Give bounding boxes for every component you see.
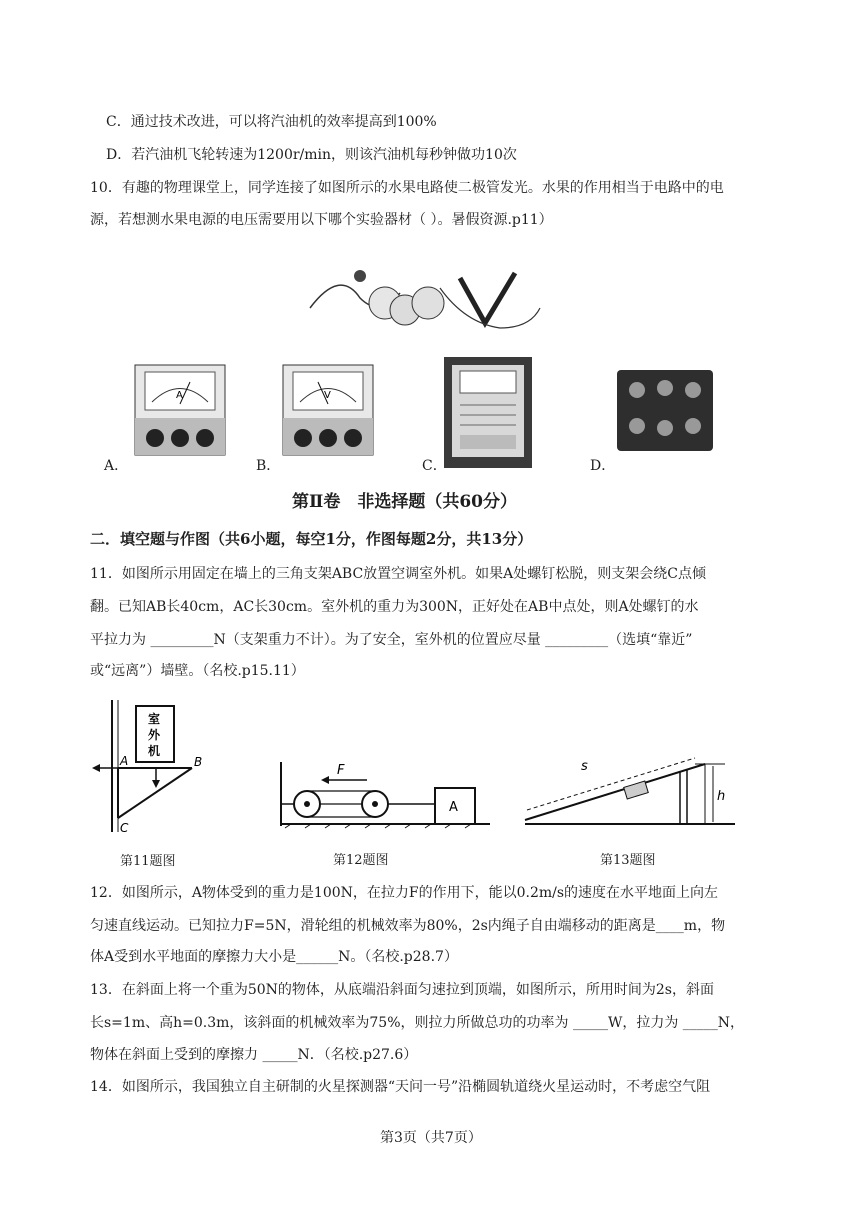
- q11-line-4: 或“远离”）墙壁。（名校.p15.11）: [90, 663, 305, 679]
- q12-line-1: 12．如图所示，A物体受到的重力是100N，在拉力F的作用下，能以0.2m/s的速度在水平地面上向左: [90, 885, 719, 901]
- fruit-circuit-figure: [300, 248, 550, 338]
- point-c: C: [120, 821, 129, 835]
- voltmeter-image: [278, 360, 378, 460]
- section-title: 第Ⅱ卷 非选择题（共60分）: [292, 492, 517, 512]
- figure-12-caption: 第12题图: [333, 853, 389, 868]
- block-a-label: A: [449, 800, 458, 815]
- q13-line-3: 物体在斜面上受到的摩擦力 _____N．（名校.p27.6）: [90, 1047, 418, 1063]
- figure-13: [515, 740, 740, 832]
- resistance-box-image: [615, 368, 715, 453]
- unit-label-3: 机: [148, 744, 161, 758]
- point-a: A: [120, 754, 129, 768]
- figure-11-caption: 第11题图: [120, 854, 176, 869]
- q14-line-1: 14．如图所示，我国独立自主研制的火星探测器“天问一号”沿椭圆轨道绕火星运动时，不考虑空气阻: [90, 1079, 711, 1095]
- q12-line-2: 匀速直线运动。已知拉力F=5N，滑轮组的机械效率为80%，2s内绳子自由端移动的距离是____m，物: [90, 918, 726, 934]
- q10-line-2: 源，若想测水果电源的电压需要用以下哪个实验器材（ ）。暑假资源.p11）: [90, 212, 553, 228]
- ammeter-letter: A: [176, 390, 183, 401]
- point-b: B: [194, 755, 203, 769]
- unit-label-1: 室: [148, 712, 161, 726]
- figure-11: [92, 700, 212, 835]
- q10-line-1: 10．有趣的物理课堂上，同学连接了如图所示的水果电路使二极管发光。水果的作用相当于电路中的电: [90, 180, 724, 196]
- q9-option-c: C．通过技术改进，可以将汽油机的效率提高到100%: [106, 114, 437, 130]
- voltmeter-letter: V: [324, 390, 331, 401]
- option-c-label: C．: [422, 458, 447, 474]
- page-footer: 第3页（共7页）: [380, 1130, 482, 1146]
- height-label: h: [717, 789, 726, 804]
- option-b-label: B．: [256, 458, 281, 474]
- length-label: s: [581, 759, 588, 774]
- ammeter-image: [130, 360, 230, 460]
- option-a-label: A．: [104, 458, 129, 474]
- q11-line-3: 平拉力为 _________N（支架重力不计）。为了安全，室外机的位置应尽量 _________（选填“靠近”: [90, 632, 693, 648]
- q13-line-1: 13．在斜面上将一个重为50N的物体，从底端沿斜面匀速拉到顶端，如图所示，所用时间为2s，斜面: [90, 982, 714, 998]
- q11-line-1: 11．如图所示用固定在墙上的三角支架ABC放置空调室外机。如果A处螺钉松脱，则支架会绕C点倾: [90, 566, 707, 582]
- option-d-label: D．: [590, 458, 616, 474]
- figure-13-caption: 第13题图: [600, 853, 656, 868]
- part2-heading: 二．填空题与作图（共6小题，每空1分，作图每题2分，共13分）: [90, 530, 533, 548]
- q11-line-2: 翻。已知AB长40cm，AC长30cm。室外机的重力为300N，正好处在AB中点处，则A处螺钉的水: [90, 599, 699, 615]
- q9-option-d: D．若汽油机飞轮转速为1200r/min，则该汽油机每秒钟做功10次: [106, 147, 517, 163]
- q12-line-3: 体A受到水平地面的摩擦力大小是______N。（名校.p28.7）: [90, 949, 458, 965]
- figure-12: [275, 760, 495, 832]
- energy-meter-image: [442, 355, 534, 470]
- unit-label-2: 外: [148, 728, 161, 742]
- force-label: F: [337, 763, 345, 778]
- q13-line-2: 长s=1m、高h=0.3m，该斜面的机械效率为75%，则拉力所做总功的功率为 _____W，拉力为 _____N，: [90, 1015, 745, 1031]
